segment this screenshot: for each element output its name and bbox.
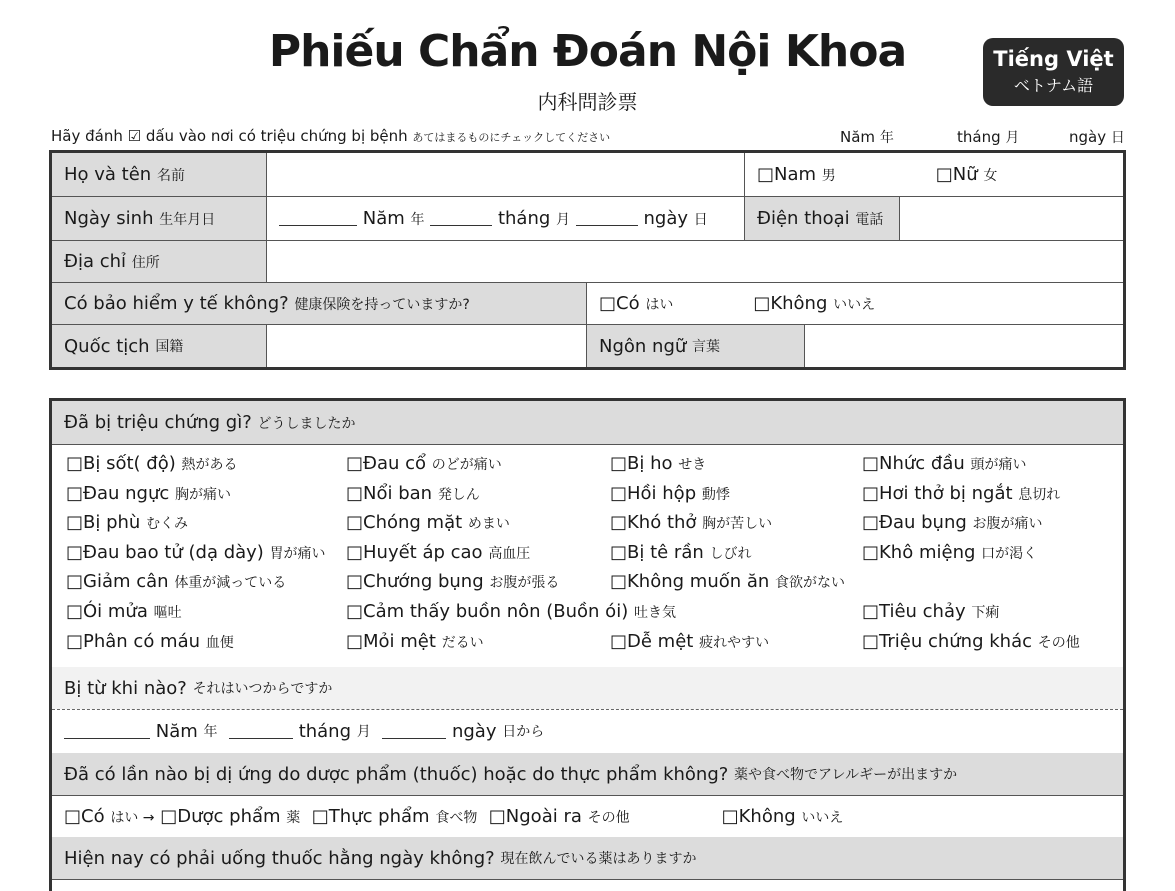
personal-info-table <box>49 150 1126 370</box>
language-badge-jp: ベトナム語 <box>1013 76 1094 95</box>
symptom-label-jp: 食欲がない <box>775 575 846 592</box>
symptom-label-vi: □Đau bao tử (dạ dày) <box>66 541 264 563</box>
symptom-checkbox[interactable] <box>66 571 286 592</box>
instruction-jp: あてはまるものにチェックしてください <box>412 131 611 144</box>
language-label: Ngôn ngữ 言葉 <box>587 325 805 367</box>
date-day: ngày 日 <box>1069 128 1125 146</box>
gender-field <box>745 153 1123 197</box>
symptom-checkbox[interactable] <box>346 571 559 592</box>
medication-question: Hiện nay có phải uống thuốc hằng ngày không? 現在飲んでいる薬はありますか <box>52 837 1123 879</box>
symptom-label-vi: □Hơi thở bị ngắt <box>862 482 1013 504</box>
allergy-yes-checkbox[interactable]: □Có はい → <box>64 805 155 827</box>
symptom-label-vi: □Nhức đầu <box>862 453 965 474</box>
symptom-label-vi: □Khó thở <box>610 512 697 534</box>
allergy-no-checkbox[interactable]: □Không いいえ <box>721 805 844 827</box>
symptom-label-vi: □Mỏi mệt <box>346 630 436 652</box>
symptom-label-vi: □Tiêu chảy <box>862 601 966 622</box>
symptom-label-vi: □Bị ho <box>610 453 673 474</box>
symptom-label-vi: □Bị sốt( độ) <box>66 453 176 474</box>
insurance-field <box>587 283 1123 325</box>
symptom-checkbox[interactable] <box>66 542 326 563</box>
insurance-label: Có bảo hiểm y tế không? 健康保険を持っていますか? <box>52 283 587 325</box>
gender-male-checkbox[interactable]: □Nam 男 <box>757 164 836 185</box>
symptom-label-vi: □Chóng mặt <box>346 512 463 534</box>
symptom-label-jp: お腹が痛い <box>972 516 1043 533</box>
symptom-label-vi: □Đau bụng <box>862 512 967 534</box>
symptom-label-jp: 下痢 <box>971 605 1000 621</box>
symptom-checkbox[interactable] <box>862 542 1037 563</box>
symptom-label-jp: 熱がある <box>181 457 238 473</box>
language-badge <box>983 38 1124 106</box>
insurance-no-checkbox[interactable]: □Không いいえ <box>753 293 876 314</box>
symptom-checkbox[interactable] <box>66 512 188 533</box>
symptom-label-jp: 息切れ <box>1018 486 1061 503</box>
symptom-label-jp: 口が渇く <box>981 545 1038 562</box>
symptom-label-jp: のどが痛い <box>431 457 502 473</box>
symptom-checkbox[interactable] <box>346 453 502 474</box>
symptom-label-jp: だるい <box>441 634 484 651</box>
gender-female-checkbox[interactable]: □Nữ 女 <box>935 164 998 185</box>
symptom-label-vi: □Chướng bụng <box>346 571 484 593</box>
symptom-label-vi: □Khô miệng <box>862 541 976 563</box>
symptom-checkbox[interactable] <box>862 601 999 622</box>
birth-label: Ngày sinh 生年月日 <box>52 197 267 241</box>
allergy-other-checkbox[interactable]: □Ngoài ra その他 <box>488 805 630 827</box>
phone-field[interactable] <box>900 197 1123 241</box>
language-field[interactable] <box>805 325 1123 367</box>
symptom-label-jp: 動悸 <box>701 486 730 503</box>
symptom-label-jp: しびれ <box>709 545 752 562</box>
instruction <box>51 127 610 145</box>
symptom-label-jp: 体重が減っている <box>174 575 287 592</box>
page-subtitle: 内科問診票 <box>537 90 638 114</box>
symptoms-question: Đã bị triệu chứng gì? どうしましたか <box>52 401 1123 445</box>
symptom-checkbox[interactable] <box>346 631 484 652</box>
symptom-checkbox[interactable] <box>66 483 231 504</box>
symptom-checkbox[interactable] <box>66 453 237 474</box>
since-question: Bị từ khi nào? それはいつからですか <box>52 667 1123 709</box>
symptom-label-jp: むくみ <box>146 516 189 533</box>
allergy-question: Đã có lần nào bị dị ứng do dược phẩm (thuốc) hoặc do thực phẩm không? 薬や食べ物でアレルギーが出ますか <box>52 753 1123 795</box>
symptom-label-jp: 高血圧 <box>488 545 531 562</box>
address-label: Địa chỉ 住所 <box>52 241 267 283</box>
symptom-label-vi: □Đau ngực <box>66 482 170 504</box>
name-field[interactable] <box>267 153 745 197</box>
symptom-label-vi: □Đau cổ <box>346 453 427 474</box>
symptom-checkbox[interactable] <box>66 601 182 622</box>
symptom-checkbox[interactable] <box>862 483 1060 504</box>
symptom-label-jp: 胃が痛い <box>269 545 326 562</box>
birth-field[interactable]: Năm 年 tháng 月 ngày 日 <box>267 197 745 241</box>
symptom-label-jp: 発しん <box>437 486 480 503</box>
symptom-label-vi: □Cảm thấy buồn nôn (Buồn ói) <box>346 601 629 622</box>
symptom-label-vi: □Giảm cân <box>66 571 169 593</box>
symptom-checkbox[interactable] <box>346 512 510 533</box>
date-month: tháng 月 <box>957 128 1020 146</box>
symptom-label-jp: 胸が痛い <box>175 486 231 503</box>
symptom-label-vi: □Triệu chứng khác <box>862 630 1032 652</box>
symptom-checkbox[interactable] <box>610 512 772 533</box>
symptom-label-vi: □Bị phù <box>66 512 141 534</box>
date-year: Năm 年 <box>840 128 894 146</box>
instruction-vi: Hãy đánh ☑ dấu vào nơi có triệu chứng bị bệnh <box>51 127 408 145</box>
language-badge-vi: Tiếng Việt <box>993 47 1114 71</box>
symptom-label-jp: 吐き気 <box>633 605 676 621</box>
symptom-checkbox[interactable] <box>610 542 752 563</box>
symptom-checkbox[interactable] <box>610 631 769 652</box>
symptom-label-vi: □Dễ mệt <box>610 630 694 652</box>
symptom-label-vi: □Hồi hộp <box>610 482 697 504</box>
symptom-checkbox[interactable] <box>610 571 845 592</box>
symptom-label-jp: せき <box>678 457 707 473</box>
symptom-label-jp: その他 <box>1037 634 1080 651</box>
symptom-label-vi: □Nổi ban <box>346 482 433 504</box>
symptom-label-jp: お腹が張る <box>489 575 560 592</box>
symptoms-section <box>49 398 1126 891</box>
name-label: Họ và tên 名前 <box>52 153 267 197</box>
symptom-checkbox[interactable] <box>862 512 1043 533</box>
symptom-checkbox[interactable] <box>610 483 730 504</box>
symptom-label-jp: 疲れやすい <box>699 634 770 651</box>
symptom-checkbox[interactable] <box>66 631 234 652</box>
allergy-drug-checkbox[interactable]: □Dược phẩm 薬 <box>160 805 301 827</box>
symptom-label-vi: □Phân có máu <box>66 630 201 652</box>
since-field[interactable]: Năm 年 tháng 月 ngày 日から <box>52 709 1123 753</box>
symptom-label-vi: □Bị tê rần <box>610 541 704 563</box>
symptom-checkbox[interactable] <box>610 453 706 474</box>
symptom-label-jp: 嘔吐 <box>153 605 182 621</box>
insurance-yes-checkbox[interactable]: □Có はい <box>599 293 674 314</box>
phone-label: Điện thoại 電話 <box>745 197 900 241</box>
symptom-checkbox[interactable] <box>862 631 1080 652</box>
allergy-food-checkbox[interactable]: □Thực phẩm 食べ物 <box>311 805 478 827</box>
symptom-label-jp: 胸が苦しい <box>702 516 773 533</box>
nationality-label: Quốc tịch 国籍 <box>52 325 267 367</box>
symptom-checkbox[interactable] <box>862 453 1027 474</box>
page-title: Phiếu Chẩn Đoán Nội Khoa <box>268 26 907 77</box>
allergy-options <box>52 795 1123 837</box>
symptom-checkbox[interactable] <box>346 601 676 622</box>
symptom-label-jp: 血便 <box>205 634 234 651</box>
symptom-label-vi: □Không muốn ăn <box>610 571 770 593</box>
symptom-label-jp: めまい <box>467 516 510 533</box>
symptom-label-vi: □Ói mửa <box>66 601 148 622</box>
symptom-label-vi: □Huyết áp cao <box>346 541 483 563</box>
address-field[interactable] <box>267 241 1123 283</box>
nationality-field[interactable] <box>267 325 587 367</box>
symptom-checkbox[interactable] <box>346 483 480 504</box>
symptom-label-jp: 頭が痛い <box>970 457 1027 473</box>
symptom-checkbox[interactable] <box>346 542 530 563</box>
